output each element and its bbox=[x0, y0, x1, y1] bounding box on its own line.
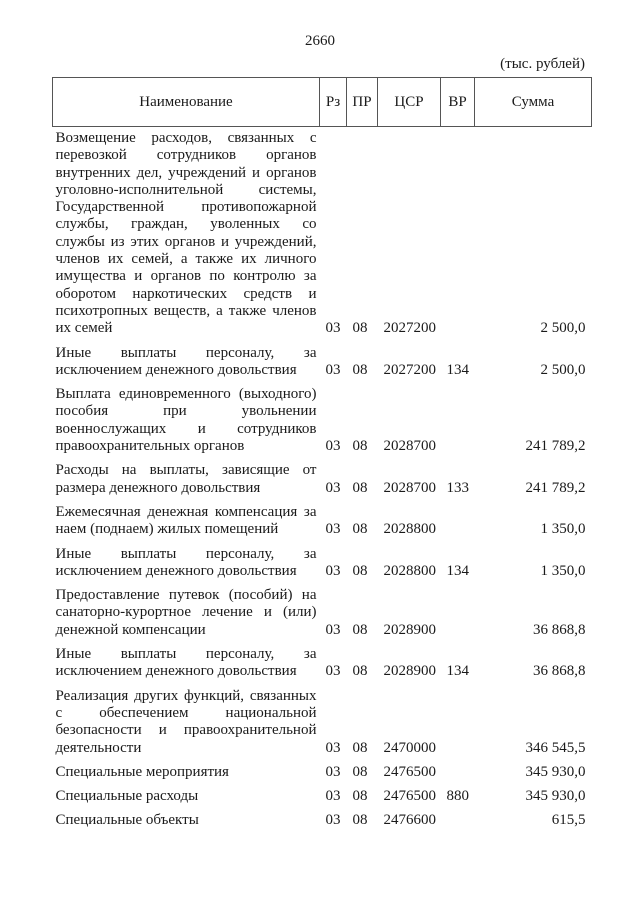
header-csr: ЦСР bbox=[378, 78, 441, 127]
row-name-line: Иные выплаты персоналу, за bbox=[55, 545, 317, 562]
row-rz: 03 bbox=[325, 621, 341, 638]
row-vr bbox=[441, 497, 475, 539]
row-name-line: безопасности и правоохранительной bbox=[55, 722, 317, 739]
row-pr: 08 bbox=[352, 521, 368, 538]
row-csr: 2476600 bbox=[383, 812, 436, 829]
row-sum: 345 930,0 bbox=[525, 763, 586, 780]
row-name-line: внутренних дел, учреждений и органов bbox=[55, 164, 317, 181]
header-vr: ВР bbox=[441, 78, 475, 127]
row-pr: 08 bbox=[352, 763, 368, 780]
row-name-line: Возмещение расходов, связанных с bbox=[55, 130, 317, 146]
row-name-line: имущества и органов по контролю за bbox=[55, 268, 317, 285]
header-rz: Рз bbox=[320, 78, 347, 127]
table-header-row bbox=[53, 78, 592, 127]
row-pr: 08 bbox=[352, 663, 368, 680]
table-row bbox=[53, 681, 592, 757]
row-rz: 03 bbox=[325, 438, 341, 455]
row-pr: 08 bbox=[352, 438, 368, 455]
table-row bbox=[53, 497, 592, 539]
row-name-line: Предоставление путевок (пособий) на bbox=[55, 587, 317, 604]
row-vr: 134 bbox=[446, 562, 469, 579]
page-number: 2660 bbox=[305, 33, 335, 49]
row-name-line: Специальные мероприятия bbox=[55, 763, 229, 780]
row-name bbox=[53, 497, 320, 539]
budget-table bbox=[52, 77, 592, 830]
row-name-line: денежной компенсации bbox=[55, 621, 206, 638]
row-rz: 03 bbox=[325, 320, 341, 337]
row-pr: 08 bbox=[352, 479, 368, 496]
row-csr: 2028700 bbox=[383, 479, 436, 496]
row-name bbox=[53, 757, 320, 781]
row-name-line: Расходы на выплаты, зависящие от bbox=[55, 462, 317, 479]
row-pr: 08 bbox=[352, 361, 368, 378]
row-pr: 08 bbox=[352, 621, 368, 638]
row-rz: 03 bbox=[325, 788, 341, 805]
row-rz: 03 bbox=[325, 361, 341, 378]
row-name-line: службы, граждан, уволенных со bbox=[55, 216, 317, 233]
row-name-line: наем (поднаем) жилых помещений bbox=[55, 521, 279, 538]
row-csr: 2028800 bbox=[383, 562, 436, 579]
row-vr bbox=[441, 681, 475, 757]
row-name-line: правоохранительных органов bbox=[55, 438, 245, 455]
row-vr: 880 bbox=[446, 788, 469, 805]
row-pr: 08 bbox=[352, 320, 368, 337]
row-name bbox=[53, 127, 320, 338]
row-csr: 2476500 bbox=[383, 788, 436, 805]
row-name-line: санаторно-курортное лечение и (или) bbox=[55, 604, 317, 621]
row-rz: 03 bbox=[325, 663, 341, 680]
row-vr: 133 bbox=[446, 479, 469, 496]
row-csr: 2470000 bbox=[383, 739, 436, 756]
row-vr bbox=[441, 580, 475, 639]
row-sum: 241 789,2 bbox=[525, 479, 586, 496]
row-sum: 1 350,0 bbox=[540, 521, 586, 538]
table-row bbox=[53, 379, 592, 455]
row-vr bbox=[441, 127, 475, 338]
row-sum: 346 545,5 bbox=[525, 739, 586, 756]
row-name-line: исключением денежного довольствия bbox=[55, 663, 297, 680]
row-csr: 2028800 bbox=[383, 521, 436, 538]
row-name-line: членов их семей, а также их личного bbox=[55, 251, 317, 268]
table-row bbox=[53, 539, 592, 581]
row-pr: 08 bbox=[352, 812, 368, 829]
row-sum: 2 500,0 bbox=[540, 361, 586, 378]
row-pr: 08 bbox=[352, 562, 368, 579]
row-name-line: их семей bbox=[55, 320, 113, 337]
row-name bbox=[53, 639, 320, 681]
row-rz: 03 bbox=[325, 521, 341, 538]
row-name-line: Иные выплаты персоналу, за bbox=[55, 646, 317, 663]
row-name-line: Ежемесячная денежная компенсация за bbox=[55, 503, 317, 520]
row-name-line: с обеспечением национальной bbox=[55, 704, 317, 721]
row-vr bbox=[441, 805, 475, 829]
row-csr: 2027200 bbox=[383, 320, 436, 337]
row-name-line: военнослужащих и сотрудников bbox=[55, 420, 317, 437]
row-vr bbox=[441, 379, 475, 455]
header-sum: Сумма bbox=[475, 78, 592, 127]
header-name: Наименование bbox=[53, 78, 320, 127]
table-row bbox=[53, 805, 592, 829]
row-csr: 2476500 bbox=[383, 763, 436, 780]
row-name-line: Специальные объекты bbox=[55, 812, 199, 829]
row-pr: 08 bbox=[352, 788, 368, 805]
row-rz: 03 bbox=[325, 479, 341, 496]
row-sum: 36 868,8 bbox=[533, 663, 586, 680]
row-name-line: Специальные расходы bbox=[55, 788, 199, 805]
units-label: (тыс. рублей) bbox=[500, 56, 585, 72]
row-sum: 1 350,0 bbox=[540, 562, 586, 579]
row-csr: 2028900 bbox=[383, 663, 436, 680]
row-name-line: исключением денежного довольствия bbox=[55, 562, 297, 579]
table-row bbox=[53, 580, 592, 639]
table-row bbox=[53, 455, 592, 497]
header-pr: ПР bbox=[347, 78, 378, 127]
table-row bbox=[53, 639, 592, 681]
row-name-line: Реализация других функций, связанных bbox=[55, 687, 317, 704]
table-row bbox=[53, 781, 592, 805]
row-sum: 345 930,0 bbox=[525, 788, 586, 805]
row-name bbox=[53, 781, 320, 805]
row-csr: 2027200 bbox=[383, 361, 436, 378]
table-row bbox=[53, 338, 592, 380]
row-name bbox=[53, 539, 320, 581]
row-name-line: Выплата единовременного (выходного) bbox=[55, 386, 317, 403]
row-rz: 03 bbox=[325, 562, 341, 579]
row-rz: 03 bbox=[325, 812, 341, 829]
row-name-line: уголовно-исполнительной системы, bbox=[55, 181, 317, 198]
row-name bbox=[53, 338, 320, 380]
row-sum: 2 500,0 bbox=[540, 320, 586, 337]
row-sum: 241 789,2 bbox=[525, 438, 586, 455]
row-name bbox=[53, 455, 320, 497]
row-sum: 615,5 bbox=[551, 812, 586, 829]
row-sum: 36 868,8 bbox=[533, 621, 586, 638]
row-name-line: Иные выплаты персоналу, за bbox=[55, 344, 317, 361]
row-name-line: исключением денежного довольствия bbox=[55, 361, 297, 378]
row-csr: 2028700 bbox=[383, 438, 436, 455]
row-name-line: службы из этих органов и учреждений, bbox=[55, 233, 317, 250]
row-pr: 08 bbox=[352, 739, 368, 756]
row-name-line: Государственной противопожарной bbox=[55, 199, 317, 216]
row-csr: 2028900 bbox=[383, 621, 436, 638]
row-name bbox=[53, 805, 320, 829]
table-row bbox=[53, 127, 592, 338]
row-name bbox=[53, 681, 320, 757]
row-name-line: деятельности bbox=[55, 739, 142, 756]
table-row bbox=[53, 757, 592, 781]
row-vr: 134 bbox=[446, 663, 469, 680]
row-rz: 03 bbox=[325, 739, 341, 756]
row-rz: 03 bbox=[325, 763, 341, 780]
row-name bbox=[53, 379, 320, 455]
row-vr: 134 bbox=[446, 361, 469, 378]
row-name-line: пособия при увольнении bbox=[55, 403, 317, 420]
row-name bbox=[53, 580, 320, 639]
row-vr bbox=[441, 757, 475, 781]
row-name-line: оборотом наркотических средств и bbox=[55, 285, 317, 302]
row-name-line: психотропных веществ, а также членов bbox=[55, 302, 317, 319]
row-name-line: размера денежного довольствия bbox=[55, 479, 261, 496]
row-name-line: перевозкой сотрудников органов bbox=[55, 147, 317, 164]
